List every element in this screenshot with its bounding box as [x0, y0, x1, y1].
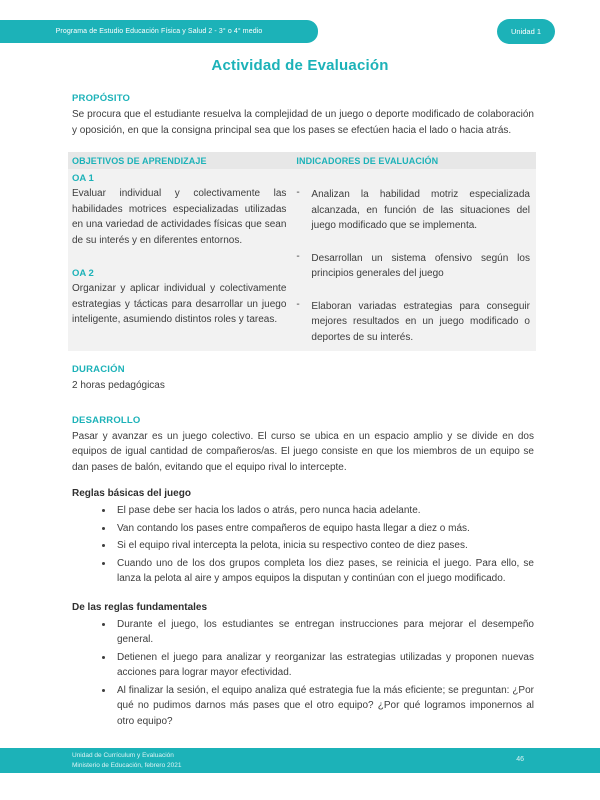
reglas-basicas-list	[72, 503, 534, 587]
footer-line1: Unidad de Currículum y Evaluación	[72, 751, 174, 759]
footer-institution	[72, 751, 181, 771]
desarrollo-section	[72, 415, 534, 476]
duracion-heading: DURACIÓN	[72, 364, 125, 375]
indicador-text: Analizan la habilidad motriz especializada alcanzada, en función de las situaciones del juego modificado que se implementa.	[311, 189, 530, 231]
indicador-text: Elaboran variadas estrategias para conseguir mejores resultados en un juego modificado o deportes de su interés.	[311, 300, 530, 343]
objetivo-text: Evaluar individual y colectivamente las habilidades motrices especializadas utilizadas en una variedad de actividades físicas que sean de su interés y en diferentes entornos.	[72, 188, 287, 246]
unit-badge: Unidad 1	[497, 19, 555, 44]
page-title: Actividad de Evaluación	[211, 57, 389, 74]
indicadores-column	[296, 172, 530, 345]
objetivo-code: OA 2	[72, 268, 94, 279]
footer-line2: Ministerio de Educación, febrero 2021	[72, 761, 182, 769]
proposito-text: Se procura que el estudiante resuelva la complejidad de un juego o deporte modificado de colaboración y oposición, en que la consigna principal sea que los pases se efectúen hacia el lado o hacia atrás.	[72, 109, 534, 136]
table-header-row	[68, 152, 536, 169]
regla-basica-item: • Si el equipo rival intercepta la pelota, inicia su respectivo conteo de diez pases.	[114, 538, 534, 554]
regla-fundamental-item: • Durante el juego, los estudiantes se entregan instrucciones para mejorar el desempeño general.	[114, 617, 534, 648]
dash-bullet-icon	[296, 187, 311, 234]
column-header-indicadores: INDICADORES DE EVALUACIÓN	[296, 156, 439, 166]
regla-basica-item: • Cuando uno de los dos grupos completa los diez pases, se reinicia el juego. Para ello, se lanza la pelota al aire y ampos equipos la disputan y continúan con el juego modificado.	[114, 556, 534, 587]
dash-bullet-icon	[296, 299, 311, 346]
desarrollo-heading: DESARROLLO	[72, 414, 141, 426]
indicador-item	[296, 187, 530, 234]
reglas-basicas-heading: Reglas básicas del juego	[72, 488, 191, 499]
objetivo-code: OA 1	[72, 173, 94, 184]
column-header-objetivos: OBJETIVOS DE APRENDIZAJE	[72, 156, 207, 166]
table-body-row	[68, 169, 536, 351]
duracion-section	[72, 364, 534, 394]
indicador-text: Desarrollan un sistema ofensivo según los principios generales del juego	[311, 252, 530, 279]
regla-fundamental-item: • Al finalizar la sesión, el equipo analiza qué estrategia fue la más eficiente; se preguntan: ¿Por qué no pudimos darnos más pases que el otro equipo? ¿Por qué logramos imponernos al otro equipo?	[114, 683, 534, 730]
page-number: 46	[516, 756, 524, 764]
proposito-heading: PROPÓSITO	[72, 93, 131, 104]
objetivo-item	[72, 268, 296, 328]
proposito-section	[72, 93, 534, 138]
oa-indicators-table	[68, 152, 536, 351]
indicador-item	[296, 299, 530, 346]
regla-basica-item: • El pase debe ser hacia los lados o atrás, pero nunca hacia adelante.	[114, 503, 534, 519]
objetivos-column	[72, 172, 296, 345]
document-content	[0, 93, 600, 729]
footer-bar	[0, 748, 600, 773]
reglas-fundamentales-list	[72, 617, 534, 730]
regla-fundamental-item: • Detienen el juego para analizar y reorganizar las estrategias utilizadas y proponen nuevas acciones para lograr mayor efectividad.	[114, 650, 534, 681]
desarrollo-text: Pasar y avanzar es un juego colectivo. El curso se ubica en un espacio amplio y se divide en dos equipos de igual cantidad de compañeros/as. El juego consiste en que los miembros de un equipo se dan pases de balón, evitando que el equipo rival lo intercepte.	[72, 430, 534, 473]
program-title-bar: Programa de Estudio Educación Física y Salud 2 - 3° o 4° medio	[0, 20, 318, 43]
regla-basica-item: • Van contando los pases entre compañeros de equipo hasta llegar a diez o más.	[114, 521, 534, 537]
reglas-fundamentales-heading: De las reglas fundamentales	[72, 601, 208, 613]
dash-bullet-icon	[296, 251, 311, 282]
objetivo-text: Organizar y aplicar individual y colectivamente estrategias y tácticas para desarrollar un juego inteligente, asumiendo distintos roles y tareas.	[72, 283, 287, 325]
duracion-text: 2 horas pedagógicas	[72, 380, 165, 391]
indicador-item	[296, 251, 530, 282]
objetivo-item	[72, 173, 296, 248]
